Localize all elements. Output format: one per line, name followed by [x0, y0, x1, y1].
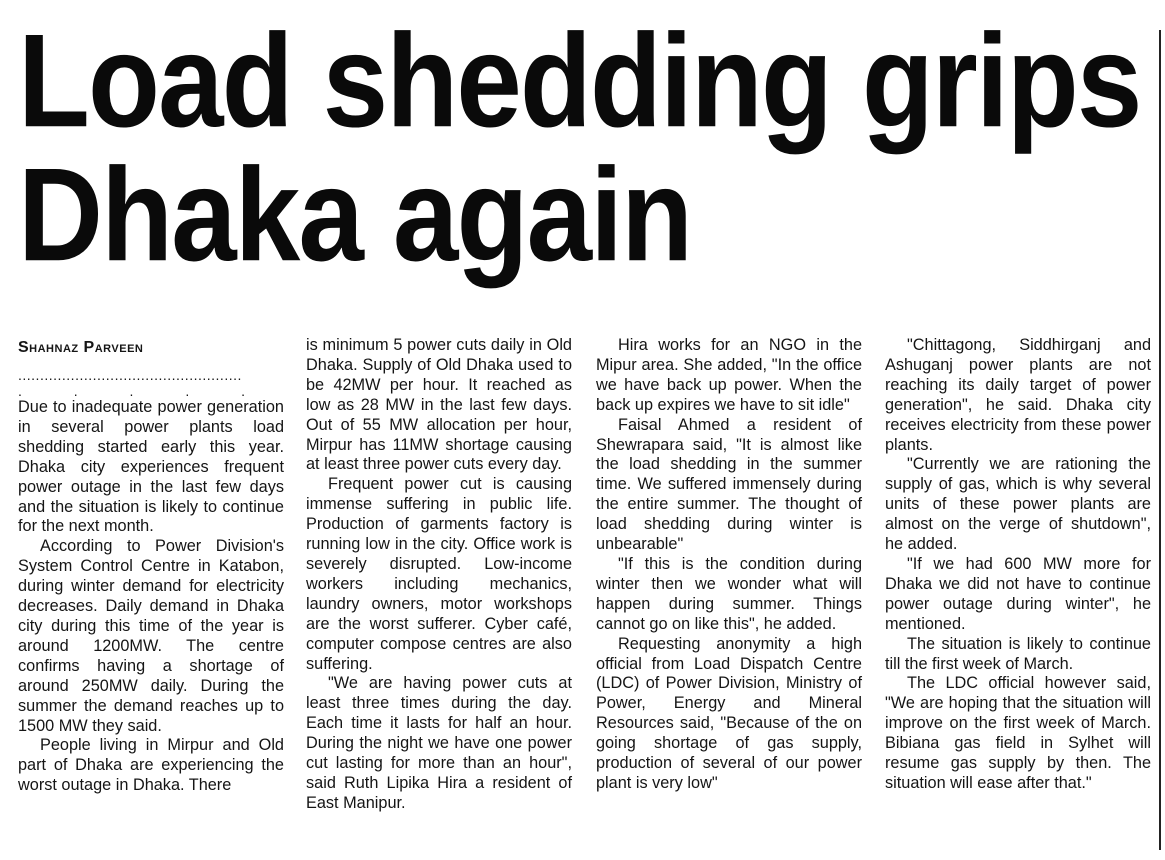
article-column-3 — [596, 336, 862, 794]
paragraph: "If this is the condition during winter then we wonder what will happen during summer. Things cannot go on like this", he added. — [596, 554, 862, 633]
paragraph: "If we had 600 MW more for Dhaka we did not have to continue power outage during winter", he mentioned. — [885, 554, 1151, 633]
paragraph: Due to inadequate power generation in several power plants load shedding started early this year. Dhaka city experiences frequent power outage in the last few days and the situation is likely to continue for the next month. — [18, 398, 284, 536]
paragraph: "Currently we are rationing the supply of gas, which is why several units of these power plants are almost on the verge of shutdown", he added. — [885, 455, 1151, 554]
byline-dotted-rule-2: . . . . . — [18, 386, 246, 398]
paragraph: People living in Mirpur and Old part of Dhaka are experiencing the worst outage in Dhaka. There — [18, 736, 284, 795]
paragraph: According to Power Division's System Control Centre in Katabon, during winter demand for electricity decreases. Daily demand in Dhaka city during this time of the year is around 1200MW. The centre confirms having a shortage of around 250MW daily. During the summer the demand reaches up to 1500 MW they said. — [18, 537, 284, 735]
article-column-4 — [885, 336, 1151, 794]
paragraph: is minimum 5 power cuts daily in Old Dhaka. Supply of Old Dhaka used to be 42MW per hour. It reached as low as 28 MW in the last few days. Out of 55 MW allocation per hour, Mirpur has 11MW shortage causing at least three power cuts every day. — [306, 336, 572, 474]
headline — [18, 0, 1153, 289]
paragraph: Frequent power cut is causing immense suffering in public life. Production of garments factory is running low in the city. Office work is severely disrupted. Low-income workers including mechanics, laundry owners, motor workshops are the worst sufferer. Cyber café, computer compose centres are also suffering. — [306, 475, 572, 673]
paragraph: The situation is likely to continue till the first week of March. — [885, 634, 1151, 673]
paragraph: "Chittagong, Siddhirganj and Ashuganj power plants are not reaching its daily target of power generation", he said. Dhaka city receives electricity from these power plants. — [885, 336, 1151, 454]
paragraph: The LDC official however said, "We are hoping that the situation will improve on the first week of March. Bibiana gas field in Sylhet will resume gas supply by then. The situation will ease after that." — [885, 674, 1151, 792]
paragraph: Hira works for an NGO in the Mipur area. She added, "In the office we have back up power. When the back up expires we have to sit idle" — [596, 336, 862, 414]
column-rule-right — [1159, 30, 1161, 850]
article-column-1 — [18, 336, 284, 796]
paragraph: "We are having power cuts at least three times during the day. Each time it lasts for half an hour. During the night we have one power cut lasting for more than an hour", said Ruth Lipika Hira a resident of East Manipur. — [306, 674, 572, 812]
article-column-2 — [306, 336, 572, 814]
byline: Shahnaz Parveen — [18, 339, 144, 356]
headline-line-2: Dhaka again — [18, 139, 692, 289]
paragraph: Faisal Ahmed a resident of Shewrapara said, "It is almost like the load shedding in the summer time. We suffered immensely during the entire summer. The thought of load shedding during winter is unbearable" — [596, 415, 862, 554]
byline-dotted-rule: ................................................... — [18, 367, 242, 383]
headline-line-1: Load shedding grips — [18, 5, 1141, 155]
paragraph: Requesting anonymity a high official from Load Dispatch Centre (LDC) of Power Division, Ministry of Power, Energy and Mineral Resources said, "Because of the on going shortage of gas supply, production of several of our power plant is very low" — [596, 634, 862, 792]
